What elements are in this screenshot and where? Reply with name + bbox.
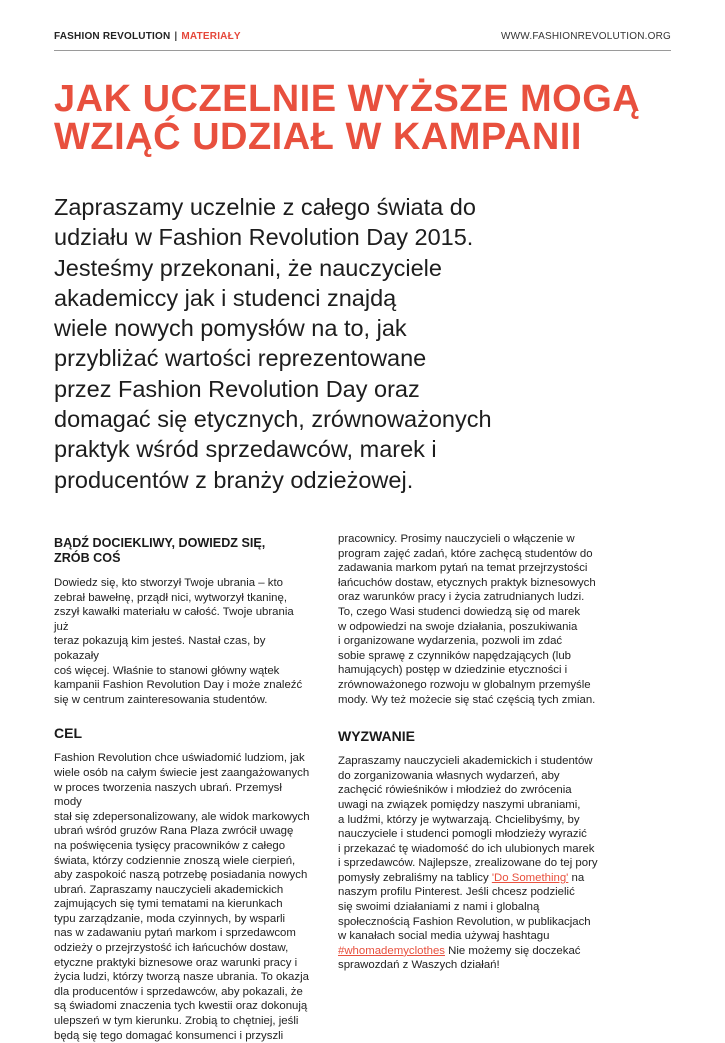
page-title [54,80,674,156]
text-line: program zajęć zadań, które zachęcą studentów do [338,547,593,560]
text-line: mody. Wy też możecie się stać częścią tych zmian. [338,693,596,706]
curious-paragraph [54,576,310,707]
text-line: nauczyciele i studenci pomogli młodzieży wyrazić [338,828,587,841]
brand-text: FASHION REVOLUTION [54,31,171,42]
text-line: się w centrum zainteresowania studentów. [54,693,268,706]
goal-paragraph [54,751,310,1043]
text-line: Zapraszamy nauczycieli akademickich i studentów [338,755,593,768]
lead-line: przez Fashion Revolution Day oraz [54,375,420,402]
text-line: sprawozdań z Waszych działań! [338,959,500,972]
text-line: zrównoważonego rozwoju w globalnym przemyśle [338,678,591,691]
spacer [54,707,310,726]
text-line: nas w zadawaniu pytań markom i sprzedawcom [54,927,296,940]
lead-line: akademiccy jak i studenci znajdą [54,284,397,311]
text-line: teraz pokazują kim jesteś. Nastał czas, by pokazały [54,635,266,662]
lead-line: wiele nowych pomysłów na to, jak [54,315,407,342]
hashtag-link[interactable]: #whomademyclothes [338,944,445,957]
text-line [338,871,616,886]
do-something-link[interactable]: 'Do Something' [491,871,569,884]
text-line [338,944,616,959]
text-line: zebrał bawełnę, prządł nici, wytworzył tkaninę, [54,591,287,604]
text-line: oraz warunków pracy i życia zatrudnianych ludzi. [338,591,585,604]
title-line: JAK UCZELNIE WYŻSZE MOGĄ [54,78,641,120]
text-line: uwagi na związek pomiędzy naszymi ubraniami, [338,798,581,811]
section-heading-curious [54,536,310,566]
text-line: coś więcej. Właśnie to stanowi główny wątek [54,664,280,677]
lead-line: udziału w Fashion Revolution Day 2015. [54,224,474,251]
text-line: życia ludzi, którzy tworzą nasze ubrania. To okazja [54,971,309,984]
text-line: w odpowiedzi na swoje działania, poszukiwania [338,620,578,633]
text-line: sobie sprawę z czynników napędzających (lub [338,649,571,662]
text-line: do zorganizowania własnych wydarzeń, aby [338,769,560,782]
lead-paragraph [54,192,614,495]
title-line: WZIĄĆ UDZIAŁ W KAMPANII [54,116,582,158]
challenge-paragraph [338,754,616,973]
header-website[interactable]: WWW.FASHIONREVOLUTION.ORG [500,31,671,42]
text-line: i przekazać tę wiadomość do ich ulubionych marek [338,842,595,855]
text-line: w kanałach social media używaj hashtagu [338,930,550,943]
text-line: będą się tego domagać konsumenci i przyszli [54,1029,284,1042]
left-column [54,536,310,1043]
header-separator: | [174,31,178,42]
spacer [338,707,616,729]
text-line: społecznością Fashion Revolution, w publikacjach [338,915,591,928]
inline-text: pomysły zebraliśmy na tablicy [338,871,492,884]
text-line: Dowiedz się, kto stworzył Twoje ubrania – kto [54,577,283,589]
text-line: zachęcić rówieśników i młodzież do zwrócenia [338,784,572,797]
text-line: ubrań. Zapraszamy nauczycieli akademickich [54,883,284,896]
text-line: zajmujących się tymi tematami na kierunkach [54,898,283,911]
text-line: i sprzedawców. Najlepsze, zrealizowane do tej pory [338,857,598,870]
text-line: na poświęcenia tysięcy pracowników z całego [54,839,286,852]
lead-line: przybliżać wartości reprezentowane [54,345,427,372]
text-line: świata, którzy codziennie znoszą wiele cierpień, [54,854,296,867]
text-line: i organizowane wydarzenia, pozwoli im zdać [338,635,563,648]
text-line: dla producentów i sprzedawców, aby pokazali, że [54,985,303,998]
right-column [338,532,616,973]
text-line: naszym profilu Pinterest. Jeśli chcesz podzielić [338,886,575,899]
text-line: etyczne praktyki biznesowe oraz warunki pracy i [54,956,298,969]
section-heading-challenge: WYZWANIE [338,728,415,745]
text-line: typu zarządzanie, moda czyinnych, by wsparli [54,912,286,925]
inline-text: na [568,871,585,884]
lead-line: producentów z branży odzieżowej. [54,466,414,493]
text-line: wiele osób na całym świecie jest zaangażowanych [54,766,310,779]
text-line: Fashion Revolution chce uświadomić ludziom, jak [54,752,305,765]
heading-line: BĄDŹ DOCIEKLIWY, DOWIEDZ SIĘ, [54,536,266,550]
text-line: aby zaspokoić naszą potrzebę posiadania nowych [54,869,308,882]
goal-paragraph-continued [338,532,616,707]
text-line: zadawania markom pytań na temat przejrzystości [338,562,588,575]
text-line: w proces tworzenia naszych ubrań. Przemysł mody [54,781,282,809]
page-header [54,30,671,51]
lead-line: Jesteśmy przekonani, że nauczyciele [54,254,442,281]
text-line: pracownicy. Prosimy nauczycieli o włączenie w [338,533,575,545]
heading-line: ZRÓB COŚ [54,551,121,565]
text-line: a ludźmi, którzy je wytwarzają. Chcielibyśmy, by [338,813,580,826]
text-line: kampanii Fashion Revolution Day i może znaleźć [54,679,303,692]
lead-line: domagać się etycznych, zrównoważonych [54,406,492,433]
text-line: hamujących) postęp w dziedzinie etyczności i [338,664,568,677]
text-line: To, czego Wasi studenci dowiedzą się od marek [338,605,581,618]
text-line: odzieży o przejrzystość ich łańcuchów dostaw, [54,942,289,955]
text-line: się swoimi działaniami z nami i globalną [338,901,540,914]
text-line: łańcuchów dostaw, etycznych praktyk biznesowych [338,576,596,589]
text-line: ulepszeń w tym kierunku. Zrobią to chętniej, jeśli [54,1015,299,1028]
header-brand [54,31,241,42]
text-line: są świadomi znaczenia tych kwestii oraz dokonują [54,1000,308,1013]
section-heading-goal: CEL [54,725,82,742]
text-line: ubrań wśród gruzów Rana Plaza zwrócił uwagę [54,825,294,838]
text-line: stał się zdepersonalizowany, ale widok markowych [54,810,310,823]
lead-line: Zapraszamy uczelnie z całego świata do [54,194,476,220]
inline-text: Nie możemy się doczekać [445,944,581,957]
lead-line: praktyk wśród sprzedawców, marek i [54,436,437,463]
text-line: zszył kawałki materiału w całość. Twoje ubrania już [54,606,294,633]
header-section: MATERIAŁY [181,31,241,42]
